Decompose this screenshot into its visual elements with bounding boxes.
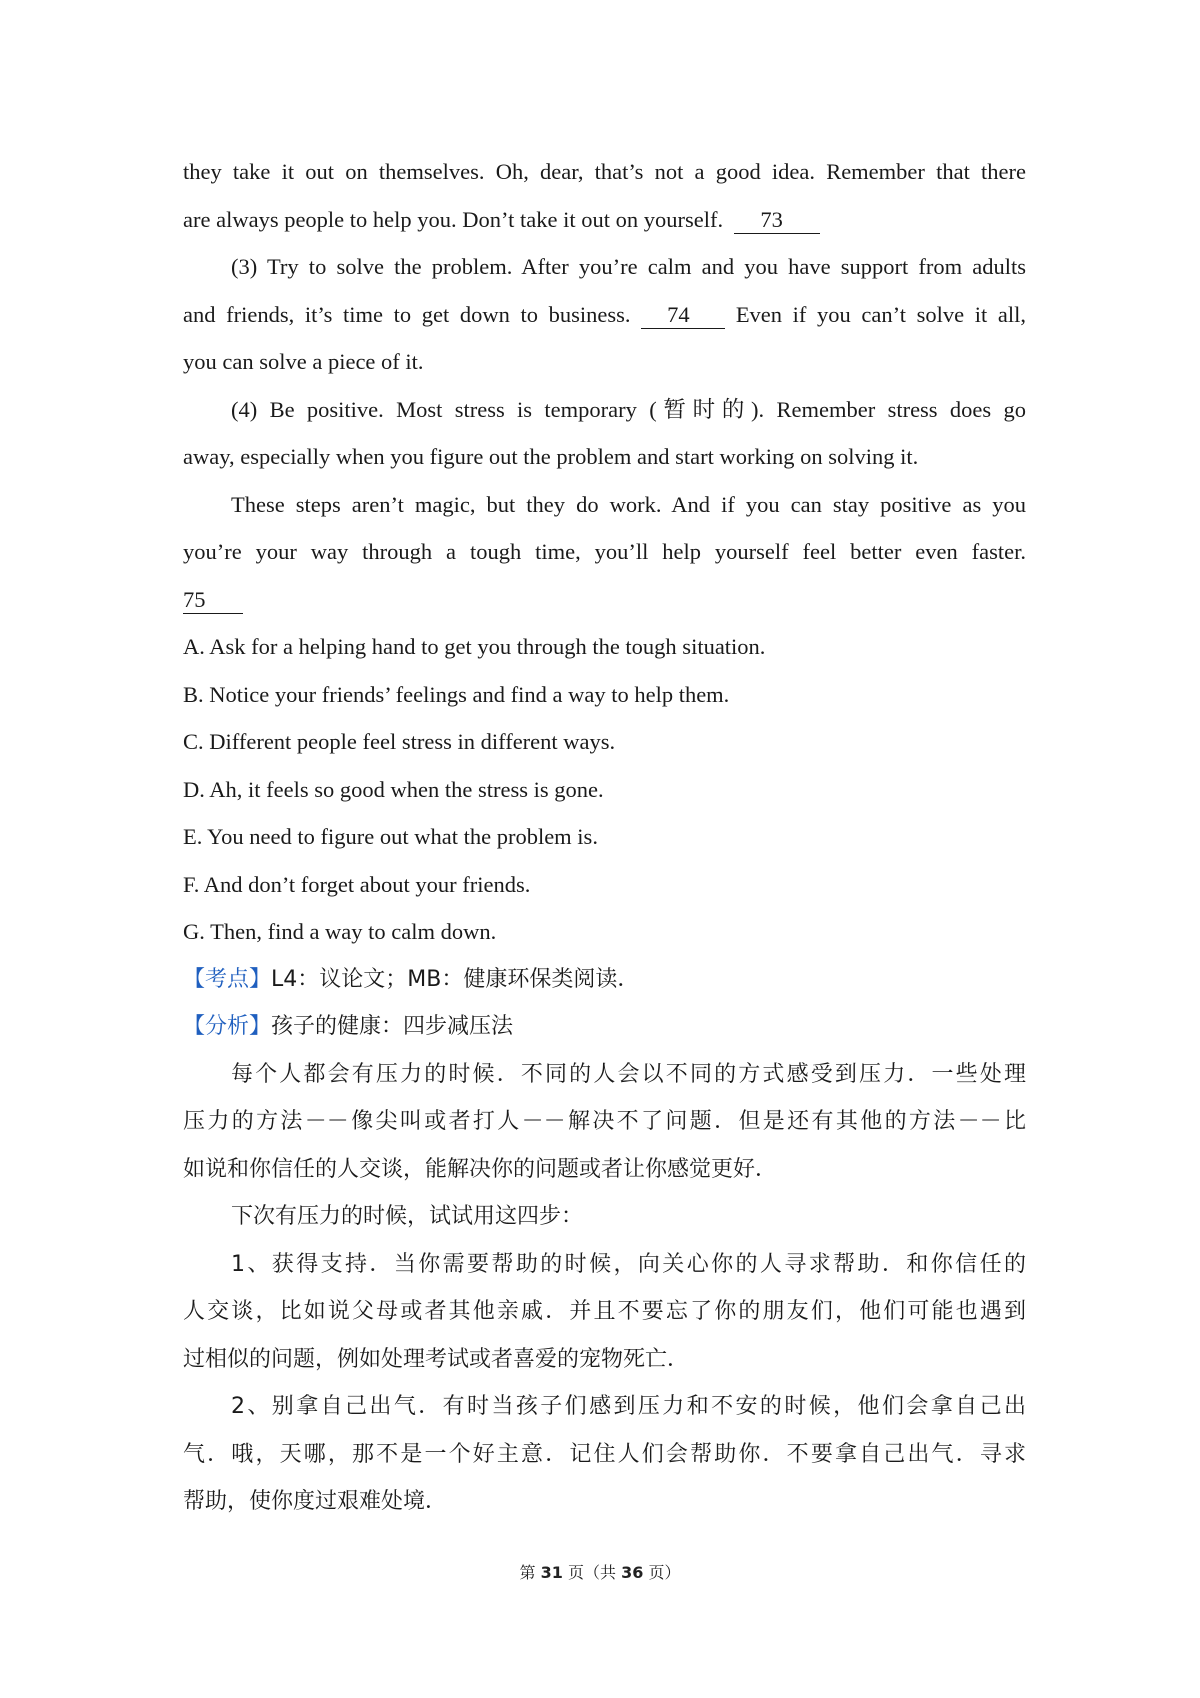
paragraph-line — [183, 196, 1026, 244]
paragraph-line: they take it out on themselves. Oh, dear, that’s not a good idea. Remember that there — [183, 159, 1026, 184]
analysis-line: 每个人都会有压力的时候．不同的人会以不同的方式感受到压力．一些处理 — [231, 1061, 1026, 1087]
analysis-line: 气．哦，天哪，那不是一个好主意．记住人们会帮助你．不要拿自己出气．寻求 — [183, 1441, 1026, 1467]
analysis-line: 2、别拿自己出气．有时当孩子们感到压力和不安的时候，他们会拿自己出 — [231, 1394, 1026, 1419]
analysis-line: 如说和你信任的人交谈，能解决你的问题或者让你感觉更好． — [183, 1156, 778, 1182]
option-a: A. Ask for a helping hand to get you through the tough situation. — [183, 634, 766, 659]
paragraph-line — [183, 576, 1026, 624]
kaodian-tag: 【考点】 — [183, 966, 272, 992]
answer-blank-73: 73 — [734, 207, 820, 234]
total-page-number: 36 — [621, 1563, 644, 1582]
analysis-line: 人交谈，比如说父母或者其他亲戚．并且不要忘了你的朋友们，他们可能也遇到 — [183, 1299, 1026, 1324]
text-span: Even if you can’t solve it all, — [735, 301, 1027, 327]
analysis-line: 帮助，使你度过艰难处境． — [183, 1489, 448, 1514]
option-g: G. Then, find a way to calm down. — [183, 919, 497, 944]
paragraph-line — [183, 291, 1026, 339]
current-page-number: 31 — [540, 1563, 563, 1582]
option-e: E. You need to figure out what the problem is. — [183, 824, 598, 849]
option-d: D. Ah, it feels so good when the stress is gone. — [183, 776, 604, 802]
fenxi-text: 孩子的健康：四步减压法 — [271, 1014, 514, 1039]
fenxi-tag: 【分析】 — [183, 1014, 272, 1039]
analysis-line: 过相似的问题，例如处理考试或者喜爱的宠物死亡． — [183, 1346, 690, 1372]
page-footer: 第 31 页（共 36 页） — [519, 1563, 681, 1582]
paragraph-line: you’re your way through a tough time, you’ll help yourself feel better even faster. — [183, 539, 1026, 564]
answer-blank-74: 74 — [641, 302, 725, 329]
text-span: and friends, it’s time to get down to business. — [183, 301, 631, 327]
paragraph-line: (4) Be positive. Most stress is temporary (暂时的). Remember stress does go — [231, 396, 1026, 422]
paragraph-line: These steps aren’t magic, but they do work. And if you can stay positive as you — [231, 491, 1026, 517]
option-c: C. Different people feel stress in different ways. — [183, 729, 616, 754]
analysis-line: 1、获得支持．当你需要帮助的时候，向关心你的人寻求帮助．和你信任的 — [231, 1251, 1026, 1277]
page-content — [183, 148, 1026, 1526]
kaodian-text: L4：议论文；MB：健康环保类阅读． — [271, 966, 640, 992]
answer-blank-75: 75 — [183, 587, 243, 614]
option-b: B. Notice your friends’ feelings and find a way to help them. — [183, 681, 730, 707]
option-f: F. And don’t forget about your friends. — [183, 871, 531, 897]
text-span: are always people to help you. Don’t take it out on yourself. — [183, 206, 724, 232]
fenxi-line — [183, 1003, 1026, 1051]
paragraph-line: you can solve a piece of it. — [183, 349, 424, 374]
analysis-line: 压力的方法－－像尖叫或者打人－－解决不了问题．但是还有其他的方法－－比 — [183, 1109, 1026, 1134]
kaodian-line — [183, 956, 1026, 1004]
paragraph-line: away, especially when you figure out the problem and start working on solving it. — [183, 444, 919, 469]
paragraph-line: (3) Try to solve the problem. After you’re calm and you have support from adults — [231, 254, 1026, 279]
analysis-line: 下次有压力的时候，试试用这四步： — [231, 1204, 584, 1229]
